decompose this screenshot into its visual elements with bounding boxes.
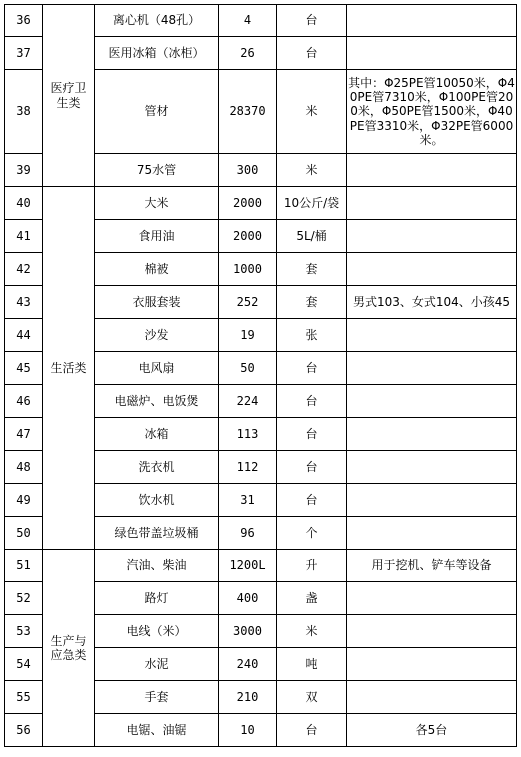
row-number: 38 bbox=[5, 70, 43, 154]
item-name: 大米 bbox=[95, 187, 219, 220]
item-note bbox=[347, 319, 517, 352]
item-qty: 1000 bbox=[219, 253, 277, 286]
item-unit: 个 bbox=[277, 517, 347, 550]
item-unit: 台 bbox=[277, 714, 347, 747]
item-note bbox=[347, 582, 517, 615]
item-unit: 米 bbox=[277, 615, 347, 648]
item-unit: 台 bbox=[277, 418, 347, 451]
item-unit: 吨 bbox=[277, 648, 347, 681]
item-qty: 4 bbox=[219, 5, 277, 37]
item-note bbox=[347, 517, 517, 550]
item-note: 各5台 bbox=[347, 714, 517, 747]
item-unit: 5L/桶 bbox=[277, 220, 347, 253]
category-living: 生活类 bbox=[43, 187, 95, 550]
row-number: 52 bbox=[5, 582, 43, 615]
row-number: 50 bbox=[5, 517, 43, 550]
row-number: 42 bbox=[5, 253, 43, 286]
row-number: 41 bbox=[5, 220, 43, 253]
item-name: 75水管 bbox=[95, 154, 219, 187]
table-row bbox=[5, 550, 517, 582]
item-qty: 224 bbox=[219, 385, 277, 418]
item-unit: 双 bbox=[277, 681, 347, 714]
item-note bbox=[347, 352, 517, 385]
item-qty: 2000 bbox=[219, 187, 277, 220]
row-number: 36 bbox=[5, 5, 43, 37]
table-row bbox=[5, 187, 517, 220]
item-name: 食用油 bbox=[95, 220, 219, 253]
item-unit: 10公斤/袋 bbox=[277, 187, 347, 220]
item-unit: 米 bbox=[277, 154, 347, 187]
row-number: 56 bbox=[5, 714, 43, 747]
item-qty: 50 bbox=[219, 352, 277, 385]
item-name: 绿色带盖垃圾桶 bbox=[95, 517, 219, 550]
category-production bbox=[43, 550, 95, 747]
item-name: 电锯、油锯 bbox=[95, 714, 219, 747]
item-name: 电风扇 bbox=[95, 352, 219, 385]
row-number: 40 bbox=[5, 187, 43, 220]
category-label: 医疗卫生类 bbox=[50, 81, 87, 110]
item-note bbox=[347, 681, 517, 714]
item-qty: 400 bbox=[219, 582, 277, 615]
row-number: 44 bbox=[5, 319, 43, 352]
item-qty: 10 bbox=[219, 714, 277, 747]
item-name: 棉被 bbox=[95, 253, 219, 286]
item-name: 电线（米） bbox=[95, 615, 219, 648]
item-note bbox=[347, 37, 517, 70]
item-unit: 套 bbox=[277, 286, 347, 319]
item-name: 手套 bbox=[95, 681, 219, 714]
item-note bbox=[347, 418, 517, 451]
item-unit: 台 bbox=[277, 385, 347, 418]
item-unit: 米 bbox=[277, 70, 347, 154]
item-note: 其中：Φ25PE管10050米，Φ40PE管7310米，Φ100PE管200米，Φ50PE管1500米，Φ40PE管3310米，Φ32PE管6000米。 bbox=[347, 70, 517, 154]
item-name: 管材 bbox=[95, 70, 219, 154]
item-note bbox=[347, 451, 517, 484]
item-qty: 96 bbox=[219, 517, 277, 550]
row-number: 43 bbox=[5, 286, 43, 319]
category-medical bbox=[43, 5, 95, 187]
item-name: 水泥 bbox=[95, 648, 219, 681]
item-note bbox=[347, 154, 517, 187]
item-note bbox=[347, 484, 517, 517]
item-qty: 28370 bbox=[219, 70, 277, 154]
row-number: 54 bbox=[5, 648, 43, 681]
item-name: 医用冰箱（冰柜） bbox=[95, 37, 219, 70]
item-name: 饮水机 bbox=[95, 484, 219, 517]
row-number: 48 bbox=[5, 451, 43, 484]
item-name: 冰箱 bbox=[95, 418, 219, 451]
item-unit: 张 bbox=[277, 319, 347, 352]
item-unit: 台 bbox=[277, 451, 347, 484]
item-qty: 1200L bbox=[219, 550, 277, 582]
row-number: 53 bbox=[5, 615, 43, 648]
item-qty: 2000 bbox=[219, 220, 277, 253]
item-name: 衣服套装 bbox=[95, 286, 219, 319]
item-unit: 台 bbox=[277, 352, 347, 385]
item-qty: 19 bbox=[219, 319, 277, 352]
item-note bbox=[347, 5, 517, 37]
item-name: 路灯 bbox=[95, 582, 219, 615]
item-qty: 3000 bbox=[219, 615, 277, 648]
item-note bbox=[347, 253, 517, 286]
item-note bbox=[347, 615, 517, 648]
item-note: 男式103、女式104、小孩45 bbox=[347, 286, 517, 319]
category-label: 生产与应急类 bbox=[50, 633, 87, 662]
item-name: 洗衣机 bbox=[95, 451, 219, 484]
item-unit: 升 bbox=[277, 550, 347, 582]
row-number: 37 bbox=[5, 37, 43, 70]
row-number: 49 bbox=[5, 484, 43, 517]
item-qty: 210 bbox=[219, 681, 277, 714]
item-unit: 盏 bbox=[277, 582, 347, 615]
row-number: 51 bbox=[5, 550, 43, 582]
item-qty: 252 bbox=[219, 286, 277, 319]
row-number: 45 bbox=[5, 352, 43, 385]
item-qty: 31 bbox=[219, 484, 277, 517]
item-note bbox=[347, 220, 517, 253]
item-note bbox=[347, 187, 517, 220]
item-unit: 台 bbox=[277, 484, 347, 517]
row-number: 47 bbox=[5, 418, 43, 451]
item-qty: 112 bbox=[219, 451, 277, 484]
table-row bbox=[5, 5, 517, 37]
item-name: 沙发 bbox=[95, 319, 219, 352]
item-qty: 26 bbox=[219, 37, 277, 70]
row-number: 39 bbox=[5, 154, 43, 187]
supply-table bbox=[4, 4, 517, 747]
item-note bbox=[347, 385, 517, 418]
item-name: 汽油、柴油 bbox=[95, 550, 219, 582]
item-qty: 240 bbox=[219, 648, 277, 681]
row-number: 55 bbox=[5, 681, 43, 714]
row-number: 46 bbox=[5, 385, 43, 418]
item-unit: 套 bbox=[277, 253, 347, 286]
item-qty: 300 bbox=[219, 154, 277, 187]
item-name: 电磁炉、电饭煲 bbox=[95, 385, 219, 418]
item-unit: 台 bbox=[277, 37, 347, 70]
item-name: 离心机（48孔） bbox=[95, 5, 219, 37]
item-note: 用于挖机、铲车等设备 bbox=[347, 550, 517, 582]
item-qty: 113 bbox=[219, 418, 277, 451]
item-unit: 台 bbox=[277, 5, 347, 37]
item-note bbox=[347, 648, 517, 681]
